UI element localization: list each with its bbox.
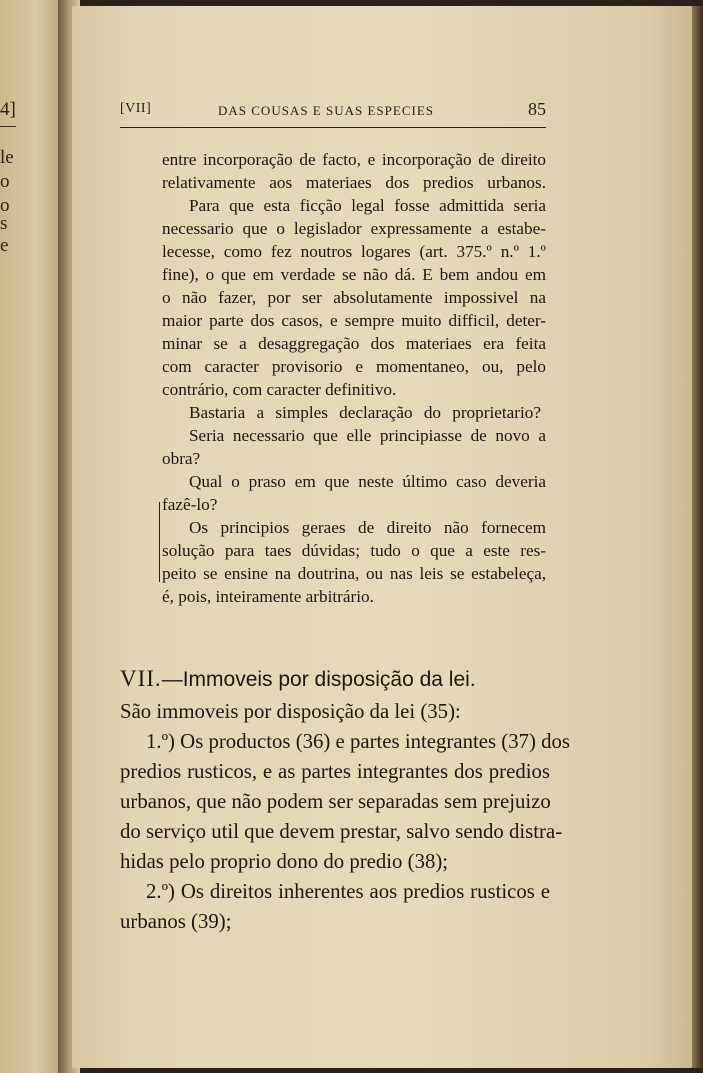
text-line: fazê-lo? — [162, 495, 218, 514]
text-line: hidas pelo proprio dono do predio (38); — [120, 850, 449, 873]
text-line: urbanos (39); — [120, 910, 232, 933]
section-heading — [120, 666, 550, 692]
text-line: Os principios geraes de direito não fornecem — [189, 518, 546, 537]
text-line: Bastaria a simples declaração do proprietario? — [189, 403, 541, 422]
text-line: com caracter provisorio e momentaneo, ou, pelo — [162, 357, 546, 376]
text-line: predios rusticos, e as partes integrantes dos predios — [120, 760, 550, 783]
prev-page-fragment: s — [0, 213, 8, 234]
section-heading-title: —Immoveis por disposição da lei. — [161, 668, 476, 691]
text-line: entre incorporação de facto, e incorporação de direito — [162, 150, 546, 169]
prev-page-fragment: e — [0, 235, 9, 256]
prev-page-fragment: 4] — [0, 99, 16, 120]
prev-page-fragment: o — [0, 195, 10, 216]
text-line: maior parte dos casos, e sempre muito difficil, deter- — [162, 311, 546, 330]
section-marker: [VII] — [120, 101, 152, 116]
text-line: obra? — [162, 449, 201, 468]
text-line: solução para taes dúvidas; tudo o que a este res- — [162, 541, 546, 560]
text-line: Qual o praso em que neste último caso deveria — [189, 472, 546, 491]
margin-mark — [159, 502, 160, 582]
text-line: 2.º) Os direitos inherentes aos predios rusticos e — [146, 880, 550, 903]
text-line: do serviço util que devem prestar, salvo sendo distra- — [120, 820, 563, 843]
prev-page-fragment: le — [0, 147, 14, 168]
text-line: São immoveis por disposição da lei (35): — [120, 700, 461, 723]
text-line: contrário, com caracter definitivo. — [162, 380, 397, 399]
text-line: minar se a desaggregação dos materiaes era feita — [162, 334, 546, 353]
text-line: 1.º) Os productos (36) e partes integrantes (37) dos — [146, 730, 571, 753]
text-line: necessario que o legislador expressamente a estabe- — [162, 219, 546, 238]
text-line: Seria necessario que elle principiasse de novo a — [189, 426, 546, 445]
running-title: DAS COUSAS E SUAS ESPECIES — [218, 103, 434, 118]
previous-page-edge — [0, 0, 66, 1073]
prev-page-fragment: o — [0, 171, 10, 192]
page-number: 85 — [528, 99, 546, 119]
text-line: urbanos, que não podem ser separadas sem prejuizo — [120, 790, 551, 813]
text-line: peito se ensine na doutrina, ou nas leis se estabeleça, — [162, 564, 546, 583]
text-line: Para que esta ficção legal fosse admittida seria — [189, 196, 546, 215]
text-line: fine), o que em verdade se não dá. E bem andou em — [162, 265, 546, 284]
text-line: o não fazer, por ser absolutamente impossivel na — [162, 288, 546, 307]
text-line: é, pois, inteiramente arbitrário. — [162, 587, 374, 606]
page-edge-shadow — [692, 6, 703, 1068]
header-rule — [120, 127, 546, 128]
text-line: relativamente aos materiaes dos predios urbanos. — [162, 173, 546, 192]
running-header — [120, 101, 546, 123]
section-heading-number: VII. — [120, 666, 162, 691]
text-line: lecesse, como fez noutros logares (art. 375.º n.º 1.º — [162, 242, 546, 261]
prev-page-rule — [0, 126, 16, 127]
